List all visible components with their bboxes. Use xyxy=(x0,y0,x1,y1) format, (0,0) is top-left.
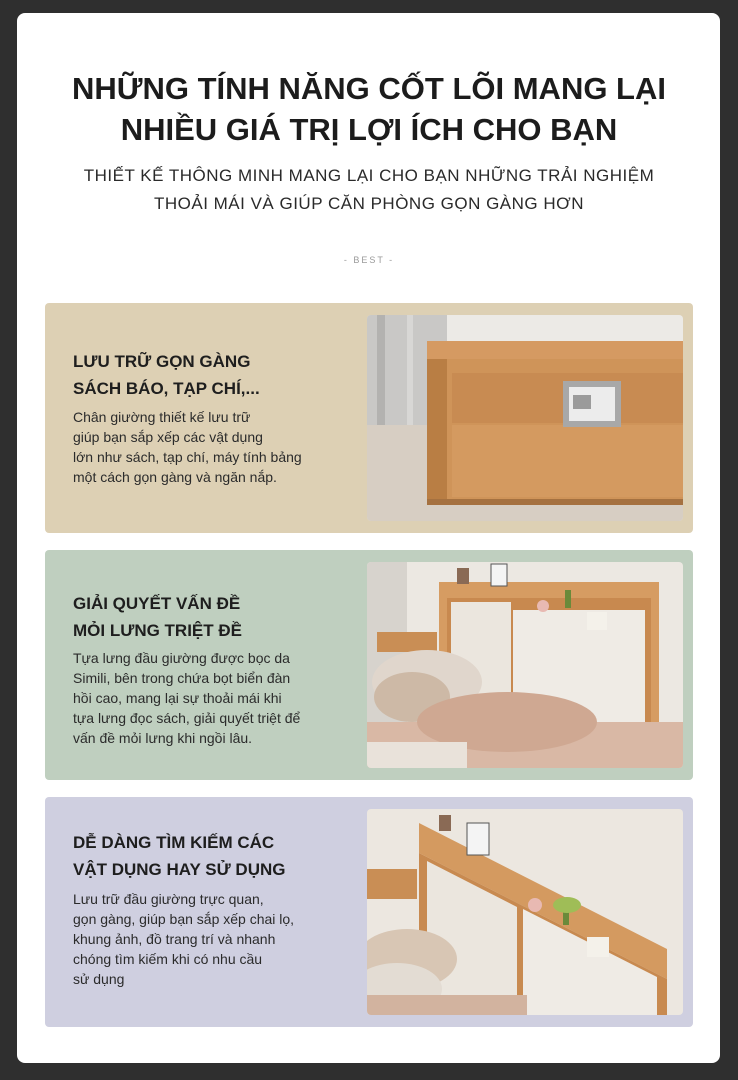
feature-heading-line-1: DỄ DÀNG TÌM KIẾM CÁC xyxy=(73,833,275,852)
feature-heading-line-2: VẬT DỤNG HAY SỬ DỤNG xyxy=(73,860,286,879)
description-line: Tựa lưng đầu giường được bọc da xyxy=(73,650,290,666)
description-line: giúp bạn sắp xếp các vật dụng xyxy=(73,429,263,445)
subtitle-line-1: THIẾT KẾ THÔNG MINH MANG LẠI CHO BẠN NHỮNG TRẢI NGHIỆM xyxy=(83,166,655,185)
feature-heading-line-2: MỎI LƯNG TRIỆT ĐỀ xyxy=(73,621,242,640)
feature-heading-line-2: SÁCH BÁO, TẠP CHÍ,... xyxy=(73,379,260,398)
feature-description xyxy=(73,648,363,748)
feature-heading xyxy=(73,590,373,644)
feature-description xyxy=(73,889,363,989)
description-line: hồi cao, mang lại sự thoải mái khi xyxy=(73,690,282,706)
feature-card-backrest xyxy=(45,550,693,780)
description-line: tựa lưng đọc sách, giải quyết triệt để xyxy=(73,710,301,726)
bed-headboard-photo xyxy=(367,562,683,768)
description-line: sử dụng xyxy=(73,971,125,987)
description-line: gọn gàng, giúp bạn sắp xếp chai lọ, xyxy=(73,911,295,927)
description-line: Chân giường thiết kế lưu trữ xyxy=(73,409,251,425)
feature-card-shelf xyxy=(45,797,693,1027)
bed-shelf-photo xyxy=(367,809,683,1015)
feature-heading xyxy=(73,348,373,402)
subtitle-line-2: THOẢI MÁI VÀ GIÚP CĂN PHÒNG GỌN GÀNG HƠN xyxy=(153,194,585,213)
description-line: một cách gọn gàng và ngăn nắp. xyxy=(73,469,277,485)
description-line: chóng tìm kiếm khi có nhu cầu xyxy=(73,951,263,967)
best-label: - BEST - xyxy=(343,255,395,265)
feature-description xyxy=(73,407,363,487)
title-line-1: NHỮNG TÍNH NĂNG CỐT LÕI MANG LẠI xyxy=(71,71,666,106)
feature-card-storage xyxy=(45,303,693,533)
page-subtitle xyxy=(0,162,738,218)
page-title xyxy=(0,68,738,150)
description-line: Simili, bên trong chứa bọt biển đàn xyxy=(73,670,291,686)
feature-heading-line-1: LƯU TRỮ GỌN GÀNG xyxy=(73,352,251,371)
description-line: Lưu trữ đầu giường trực quan, xyxy=(73,891,264,907)
feature-heading-line-1: GIẢI QUYẾT VẤN ĐỀ xyxy=(73,594,241,613)
description-line: vấn đề mỏi lưng khi ngồi lâu. xyxy=(73,730,253,746)
description-line: lớn như sách, tạp chí, máy tính bảng xyxy=(73,449,302,465)
title-line-2: NHIỀU GIÁ TRỊ LỢI ÍCH CHO BẠN xyxy=(120,112,618,147)
description-line: khung ảnh, đồ trang trí và nhanh xyxy=(73,931,276,947)
bed-storage-photo xyxy=(367,315,683,521)
feature-heading xyxy=(73,829,373,883)
